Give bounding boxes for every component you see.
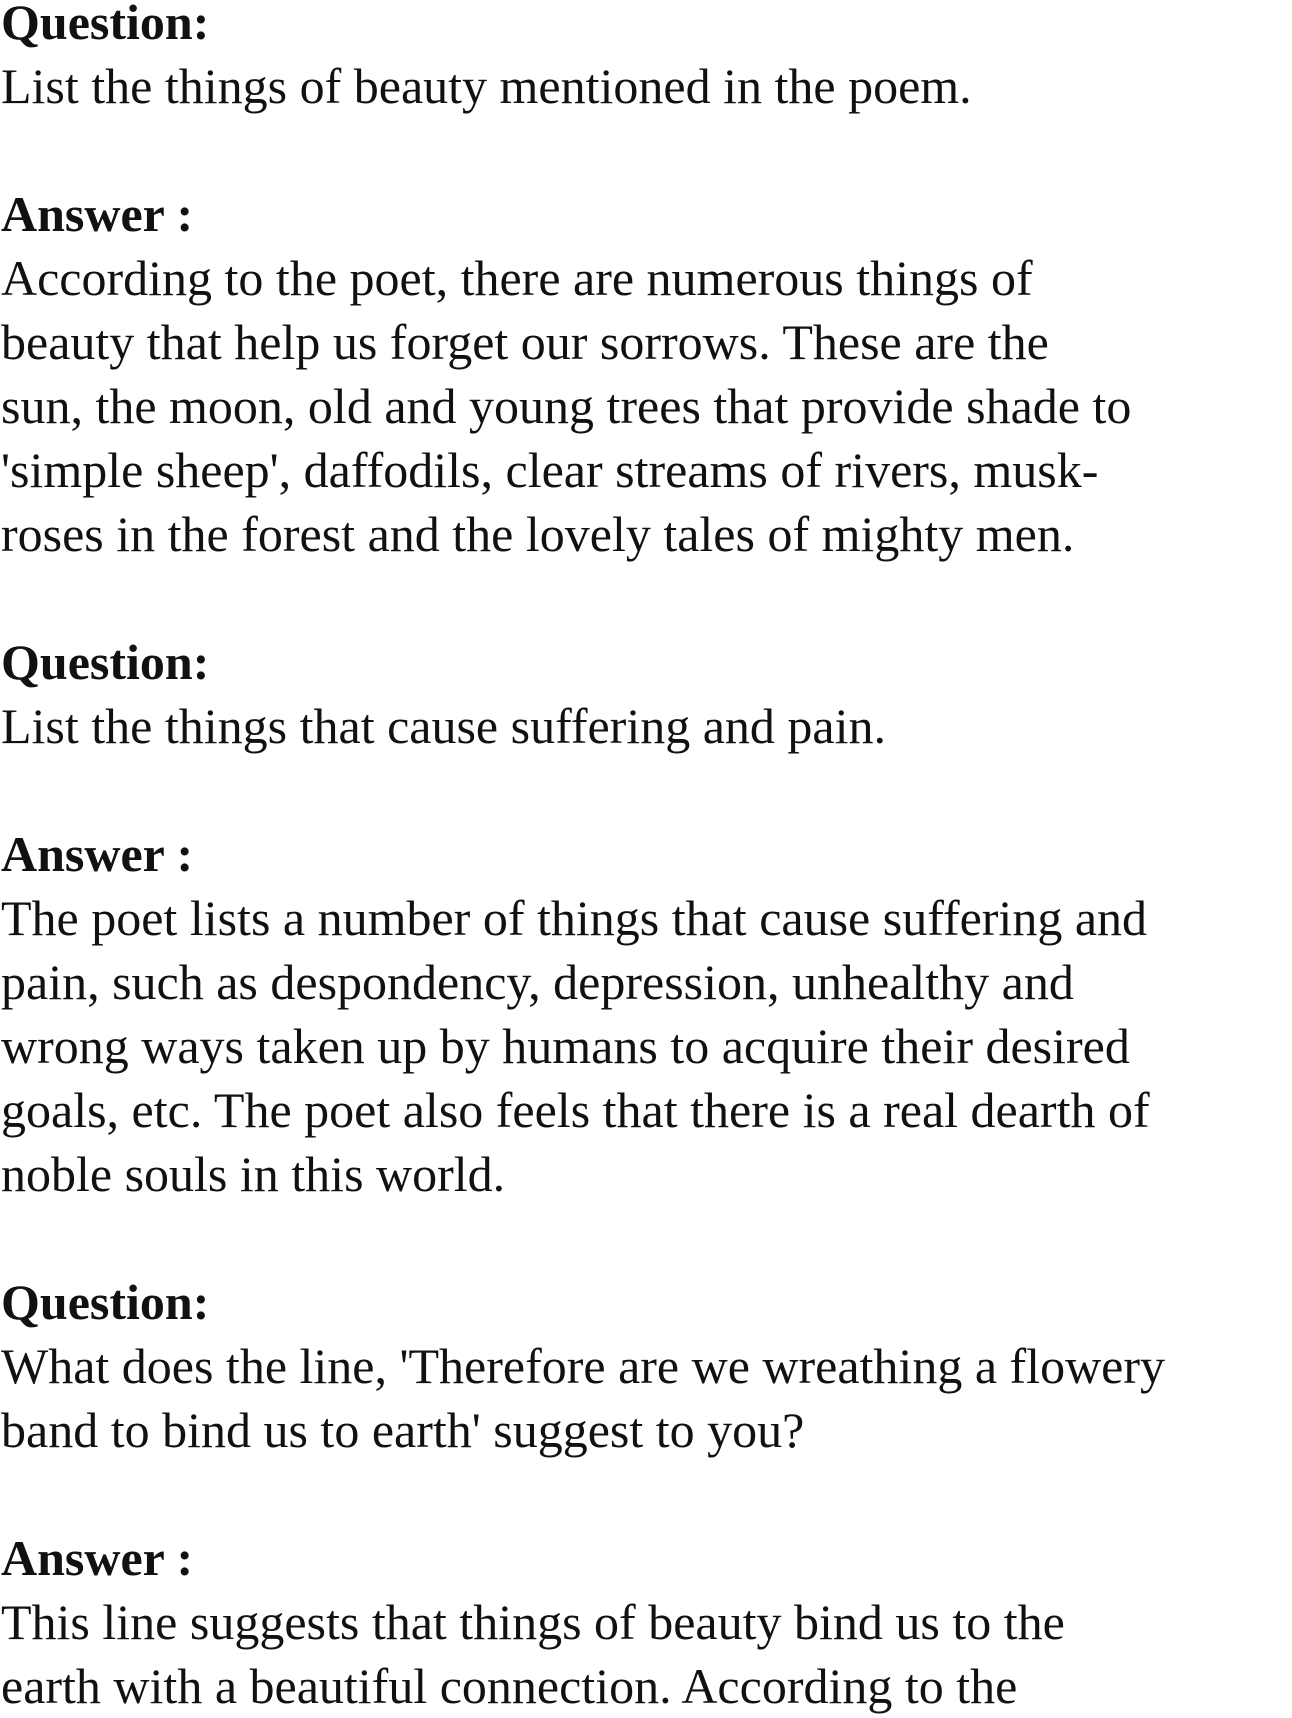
spacer	[0, 566, 1292, 630]
question-label: Question:	[1, 1274, 210, 1330]
answer-label: Answer :	[1, 826, 194, 882]
question-label: Question:	[1, 0, 210, 50]
answer-label: Answer :	[1, 1530, 194, 1586]
answer-text-line: wrong ways taken up by humans to acquire their desired	[1, 1018, 1130, 1074]
question-text-line: band to bind us to earth' suggest to you?	[1, 1402, 805, 1458]
question-label: Question:	[1, 634, 210, 690]
question-text-line: List the things of beauty mentioned in the poem.	[1, 58, 972, 114]
answer-text-line: beauty that help us forget our sorrows. These are the	[1, 314, 1049, 370]
answer-text-line: According to the poet, there are numerous things of	[1, 250, 1033, 306]
spacer	[0, 1462, 1292, 1526]
answer-text-line: goals, etc. The poet also feels that there is a real dearth of	[1, 1082, 1150, 1138]
qa-block-2	[0, 630, 1292, 1270]
spacer	[0, 1206, 1292, 1270]
answer-text-line: pain, such as despondency, depression, unhealthy and	[1, 954, 1074, 1010]
answer-text-line: This line suggests that things of beauty bind us to the	[1, 1594, 1065, 1650]
question-text-line: List the things that cause suffering and pain.	[1, 698, 886, 754]
question-text-line: What does the line, 'Therefore are we wreathing a flowery	[1, 1338, 1166, 1394]
qa-block-3	[0, 1270, 1292, 1718]
answer-text-line: The poet lists a number of things that cause suffering and	[1, 890, 1148, 946]
answer-label: Answer :	[1, 186, 194, 242]
answer-text-line: 'simple sheep', daffodils, clear streams of rivers, musk-	[1, 442, 1099, 498]
spacer	[0, 758, 1292, 822]
spacer	[0, 118, 1292, 182]
answer-text-line: sun, the moon, old and young trees that provide shade to	[1, 378, 1132, 434]
answer-text-line: roses in the forest and the lovely tales of mighty men.	[1, 506, 1075, 562]
answer-text-line: earth with a beautiful connection. According to the	[1, 1658, 1018, 1714]
answer-text-line: noble souls in this world.	[1, 1146, 506, 1202]
qa-block-1	[0, 0, 1292, 630]
